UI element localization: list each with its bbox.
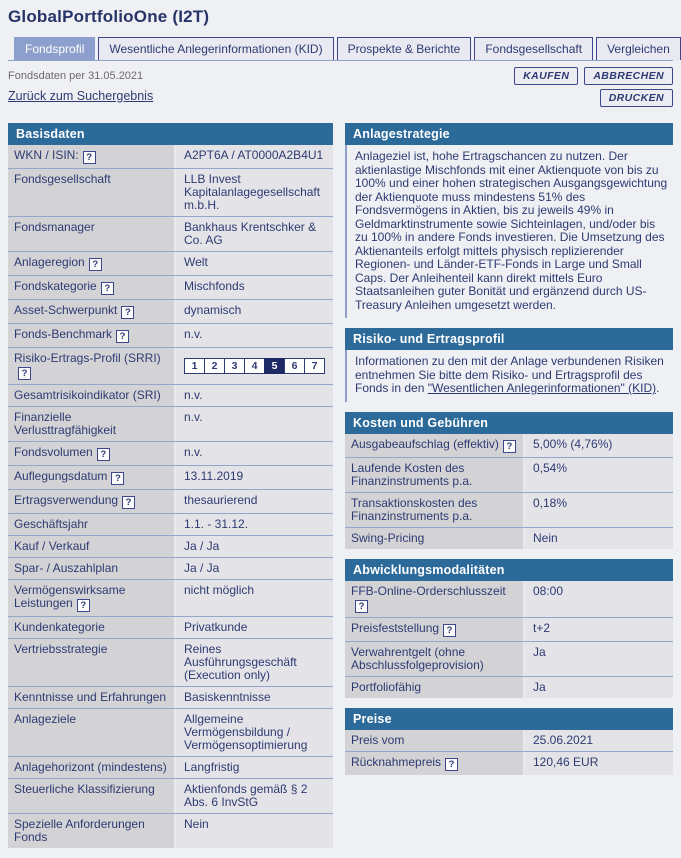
srri-level-7: 7	[304, 358, 325, 374]
row-label-text: Geschäftsjahr	[14, 517, 89, 531]
table-row	[8, 779, 333, 814]
row-label	[8, 145, 176, 168]
table-row	[8, 348, 333, 385]
row-label	[8, 779, 176, 813]
table-row	[345, 528, 673, 549]
kosten-table	[345, 434, 673, 549]
kosten-header: Kosten und Gebühren	[345, 412, 673, 434]
row-label	[8, 169, 176, 216]
risikoprofil-text-after: .	[656, 381, 660, 395]
row-value: 1.1. - 31.12.	[176, 514, 333, 535]
content-columns	[8, 123, 673, 858]
row-label	[345, 642, 525, 676]
row-value: 5,00% (4,76%)	[525, 434, 673, 457]
row-label-text: Kauf / Verkauf	[14, 539, 90, 553]
row-label-text: Risiko-Ertrags-Profil (SRRI)	[14, 351, 161, 365]
help-icon[interactable]: ?	[111, 472, 124, 485]
row-value: 0,54%	[525, 458, 673, 492]
row-value: Ja / Ja	[176, 558, 333, 579]
meta-row	[8, 66, 673, 85]
row-label	[8, 709, 176, 756]
table-row	[8, 617, 333, 639]
row-label-text: Anlagehorizont (mindestens)	[14, 760, 167, 774]
table-row	[8, 490, 333, 514]
help-icon[interactable]: ?	[443, 624, 456, 637]
table-row	[345, 752, 673, 775]
row-label	[8, 490, 176, 513]
srri-level-2: 2	[204, 358, 225, 374]
row-label	[8, 442, 176, 465]
row-value: 120,46 EUR	[525, 752, 673, 775]
row-label-text: Vertriebsstrategie	[14, 642, 108, 656]
table-row	[8, 687, 333, 709]
row-label-text: Gesamtrisikoindikator (SRI)	[14, 388, 161, 402]
row-label	[8, 466, 176, 489]
srri-level-4: 4	[244, 358, 265, 374]
table-row	[345, 493, 673, 528]
risikoprofil-header: Risiko- und Ertragsprofil	[345, 328, 673, 350]
row-label-text: Preisfeststellung	[351, 620, 440, 635]
back-to-results-link[interactable]: Zurück zum Suchergebnis	[8, 89, 154, 103]
row-value: Basiskenntnisse	[176, 687, 333, 708]
row-label	[8, 580, 176, 616]
row-value: Bankhaus Krentschker & Co. AG	[176, 217, 333, 251]
drucken-button[interactable]: DRUCKEN	[600, 89, 673, 107]
row-label	[8, 536, 176, 557]
row-label-text: Rücknahmepreis	[351, 754, 442, 769]
row-value: Nein	[176, 814, 333, 848]
row-label	[345, 581, 525, 617]
table-row	[8, 757, 333, 779]
tab-fondsgesellschaft[interactable]: Fondsgesellschaft	[474, 37, 593, 60]
row-label-text: Finanzielle Verlusttragfähigkeit	[14, 410, 117, 437]
table-row	[8, 407, 333, 442]
help-icon[interactable]: ?	[445, 758, 458, 771]
abwicklung-header: Abwicklungsmodalitäten	[345, 559, 673, 581]
row-value: n.v.	[176, 385, 333, 406]
row-label	[8, 687, 176, 708]
row-label	[8, 252, 176, 275]
row-label-text: Kenntnisse und Erfahrungen	[14, 690, 167, 704]
row-label	[8, 639, 176, 686]
help-icon[interactable]: ?	[355, 600, 368, 613]
row-label-text: Kundenkategorie	[14, 620, 105, 634]
row-label	[8, 558, 176, 579]
row-label	[8, 385, 176, 406]
preise-header: Preise	[345, 708, 673, 730]
row-label	[8, 217, 176, 251]
row-label-text: Spezielle Anforderungen Fonds	[14, 817, 145, 844]
row-label-text: Fondskategorie	[14, 279, 97, 293]
table-row	[8, 385, 333, 407]
tab-kid[interactable]: Wesentliche Anlegerinformationen (KID)	[98, 37, 333, 60]
table-row	[345, 581, 673, 618]
preise-section	[345, 708, 673, 775]
row-label-text: Anlageziele	[14, 712, 77, 726]
row-value: Ja	[525, 677, 673, 698]
row-value: Reines Ausführungsgeschäft (Execution only)	[176, 639, 333, 686]
row-label-text: Anlageregion	[14, 255, 85, 269]
table-row	[8, 217, 333, 252]
row-value: dynamisch	[176, 300, 333, 323]
row-value: n.v.	[176, 324, 333, 347]
table-row	[8, 300, 333, 324]
table-row	[345, 618, 673, 642]
table-row	[8, 814, 333, 848]
row-value: nicht möglich	[176, 580, 333, 616]
row-label-text: Fonds-Benchmark	[14, 327, 113, 341]
row-label-text: Ertragsverwendung	[14, 493, 119, 507]
help-icon[interactable]: ?	[101, 282, 114, 295]
row-value: Ja	[525, 642, 673, 676]
row-label-text: Preis vom	[351, 732, 405, 747]
anlagestrategie-text: Anlageziel ist, hohe Ertragschancen zu nutzen. Der aktienlastige Mischfonds mit einer Aktienquote von bis zu 100% und einer hohen strategischen Ausgangsgewichtung der Aktienquote muss mindestens 51% des Fondsvermögens in Aktien, bis zu jeweils 49% in Geldmarktinstrumente sowie Sichteinlagen, und/oder bis zu 100% in andere Fonds investieren. Die Umsetzung des Aktienanteils erfolgt mittels physisch replizierender Regionen- und Länder-ETF-Fonds in Large und Small Caps. Der Anleihenteil kann direkt mittels Euro Staatsanleihen guter Bonität und ergänzend durch US-Treasury Anleihen umgesetzt werden.	[345, 145, 673, 318]
abwicklung-section	[345, 559, 673, 698]
risikoprofil-text-before: Informationen zu den mit der Anlage verbundenen Risiken entnehmen Sie bitte dem Risiko- und Ertragsprofil des Fonds in den	[355, 354, 664, 395]
row-label-text: Portfoliofähig	[351, 679, 422, 694]
row-label	[345, 730, 525, 751]
row-label-text: Laufende Kosten des Finanzinstruments p.a.	[351, 460, 473, 488]
row-value: Mischfonds	[176, 276, 333, 299]
kid-document-link[interactable]: "Wesentlichen Anlegerinformationen" (KID)	[427, 381, 657, 395]
row-label-text: Steuerliche Klassifizierung	[14, 782, 155, 796]
row-label-text: Swing-Pricing	[351, 530, 425, 545]
row-value: Nein	[525, 528, 673, 549]
row-label-text: FFB-Online-Orderschlusszeit	[351, 583, 506, 598]
row-label	[8, 348, 176, 384]
row-label-text: Asset-Schwerpunkt	[14, 303, 118, 317]
anlagestrategie-header: Anlagestrategie	[345, 123, 673, 145]
row-value: 0,18%	[525, 493, 673, 527]
help-icon[interactable]: ?	[77, 599, 90, 612]
right-column	[345, 123, 673, 858]
table-row	[8, 252, 333, 276]
basisdaten-section	[8, 123, 333, 848]
anlagestrategie-section	[345, 123, 673, 318]
row-value: n.v.	[176, 442, 333, 465]
table-row	[345, 434, 673, 458]
table-row	[8, 536, 333, 558]
row-value: Privatkunde	[176, 617, 333, 638]
basisdaten-table	[8, 145, 333, 848]
table-row	[345, 642, 673, 677]
row-value: LLB Invest Kapitalanlagegesellschaft m.b.H.	[176, 169, 333, 216]
row-label	[8, 757, 176, 778]
srri-level-1: 1	[184, 358, 205, 374]
help-icon[interactable]: ?	[18, 367, 31, 380]
row-label	[8, 407, 176, 441]
row-label-text: Fondsvolumen	[14, 445, 93, 459]
abbrechen-button[interactable]: ABBRECHEN	[584, 67, 673, 85]
table-row	[8, 514, 333, 536]
row-label-text: Spar- / Auszahlplan	[14, 561, 119, 575]
row-label	[345, 752, 525, 775]
row-value: 08:00	[525, 581, 673, 617]
row-value: 13.11.2019	[176, 466, 333, 489]
row-label	[345, 677, 525, 698]
fondsdaten-date: Fondsdaten per 31.05.2021	[8, 69, 144, 82]
row-label-text: Vermögenswirksame Leistungen	[14, 583, 126, 610]
table-row	[8, 558, 333, 580]
row-label	[345, 528, 525, 549]
table-row	[8, 276, 333, 300]
table-row	[8, 169, 333, 217]
row-value: Welt	[176, 252, 333, 275]
help-icon[interactable]: ?	[97, 448, 110, 461]
row-label	[8, 814, 176, 848]
row-value: Allgemeine Vermögensbildung / Vermögensoptimierung	[176, 709, 333, 756]
help-icon[interactable]: ?	[122, 496, 135, 509]
srri-level-5: 5	[264, 358, 285, 374]
row-label	[345, 493, 525, 527]
row-label-text: Transaktionskosten des Finanzinstruments p.a.	[351, 495, 478, 523]
tab-bar	[8, 37, 673, 61]
table-row	[345, 458, 673, 493]
row-label	[8, 514, 176, 535]
row-label	[8, 300, 176, 323]
page-title: GlobalPortfolioOne (I2T)	[8, 7, 210, 26]
row-label	[8, 324, 176, 347]
table-row	[345, 677, 673, 698]
row-label-text: Verwahrentgelt (ohne Abschlussfolgeprovision)	[351, 644, 484, 672]
table-row	[8, 324, 333, 348]
risikoprofil-text	[345, 350, 673, 402]
row-label	[345, 458, 525, 492]
row-value: Langfristig	[176, 757, 333, 778]
row-label-text: Fondsgesellschaft	[14, 172, 111, 186]
left-column	[8, 123, 333, 858]
help-icon[interactable]: ?	[83, 151, 96, 164]
srri-level-3: 3	[224, 358, 245, 374]
table-row	[8, 466, 333, 490]
row-value: A2PT6A / AT0000A2B4U1	[176, 145, 333, 168]
help-icon[interactable]: ?	[116, 330, 129, 343]
table-row	[8, 580, 333, 617]
row-label-text: WKN / ISIN:	[14, 148, 79, 162]
row-value: 25.06.2021	[525, 730, 673, 751]
action-buttons	[514, 67, 673, 85]
row-value	[176, 348, 333, 384]
kosten-section	[345, 412, 673, 549]
row-label	[345, 618, 525, 641]
kaufen-button[interactable]: KAUFEN	[514, 67, 578, 85]
row-value: thesaurierend	[176, 490, 333, 513]
row-value: t+2	[525, 618, 673, 641]
tab-prospekte-berichte[interactable]: Prospekte & Berichte	[337, 37, 472, 60]
table-row	[345, 730, 673, 752]
table-row	[8, 442, 333, 466]
row-value: Ja / Ja	[176, 536, 333, 557]
help-icon[interactable]: ?	[503, 440, 516, 453]
row-value: Aktienfonds gemäß § 2 Abs. 6 InvStG	[176, 779, 333, 813]
table-row	[8, 145, 333, 169]
help-icon[interactable]: ?	[121, 306, 134, 319]
table-row	[8, 639, 333, 687]
help-icon[interactable]: ?	[89, 258, 102, 271]
row-label-text: Auflegungsdatum	[14, 469, 108, 483]
preise-table	[345, 730, 673, 775]
row-label	[345, 434, 525, 457]
row-value: n.v.	[176, 407, 333, 441]
tab-fondsprofil[interactable]: Fondsprofil	[14, 37, 95, 60]
tab-vergleichen[interactable]: Vergleichen	[596, 37, 681, 60]
row-label-text: Ausgabeaufschlag (effektiv)	[351, 436, 499, 451]
row-label	[8, 617, 176, 638]
srri-level-6: 6	[284, 358, 305, 374]
row-label	[8, 276, 176, 299]
link-row	[8, 89, 673, 111]
abwicklung-table	[345, 581, 673, 698]
basisdaten-header: Basisdaten	[8, 123, 333, 145]
risikoprofil-section	[345, 328, 673, 402]
row-label-text: Fondsmanager	[14, 220, 95, 234]
